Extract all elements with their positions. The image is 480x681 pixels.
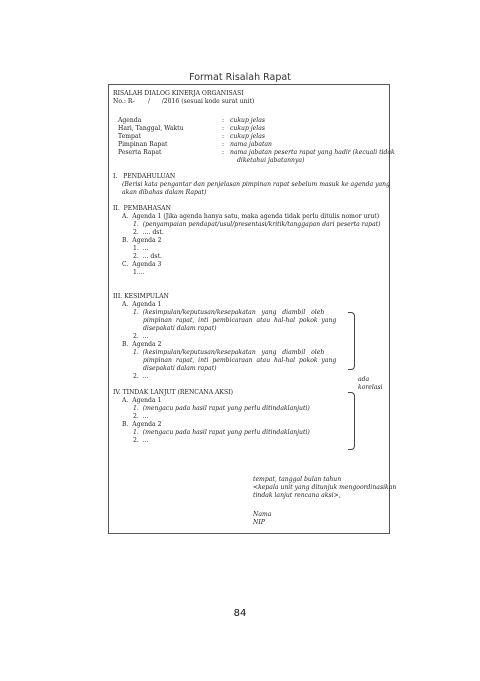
- section-intro-line2: akan dibahas dalam Rapat): [122, 189, 207, 196]
- correlation-note-line1: ada: [358, 376, 370, 383]
- conclusion-agenda-b: B. Agenda 2: [122, 341, 162, 348]
- info-value-participants-cont: diketahui jabatannya): [237, 157, 305, 164]
- signature-nip: NIP: [253, 519, 265, 526]
- correlation-brace-bottom: [348, 392, 355, 450]
- doc-title: RISALAH DIALOG KINERJA ORGANISASI: [113, 90, 244, 97]
- section-intro-line1: (Berisi kata pengantar dan penjelasan pimpinan rapat sebelum masuk ke agenda yang: [122, 181, 390, 188]
- info-sep-chair: :: [222, 141, 225, 148]
- discussion-agenda-b-item2: 2. ... dst.: [133, 253, 162, 260]
- discussion-agenda-b: B. Agenda 2: [122, 237, 162, 244]
- signature-role-line2: tindak lanjut rencana aksi>,: [253, 492, 341, 499]
- info-label-chair: Pimpinan Rapat: [118, 141, 168, 148]
- conclusion-agenda-a-item1-line2: pimpinan rapat, inti pembicaraan atau hal-hal pokok yang: [143, 317, 337, 324]
- conclusion-agenda-b-item1-line1: 1. (kesimpulan/keputusan/kesepakatan yang diambil oleh: [133, 349, 325, 356]
- discussion-agenda-a-item1: 1. (penyampaian pendapat/usul/presentasi/kritik/tanggapan dari peserta rapat): [133, 221, 381, 228]
- correlation-brace-top: [348, 312, 355, 370]
- page-number: 84: [233, 608, 247, 619]
- info-sep-participants: :: [222, 149, 225, 156]
- info-label-agenda: Agenda: [118, 117, 142, 124]
- info-value-agenda: cukup jelas: [230, 117, 265, 124]
- discussion-agenda-a: A. Agenda 1 (Jika agenda hanya satu, maka agenda tidak perlu ditulis nomor urut): [122, 213, 380, 220]
- followup-agenda-a-item2: 2. ...: [133, 413, 149, 420]
- signature-place-date: tempat, tanggal bulan tahun: [253, 476, 342, 483]
- conclusion-agenda-b-item1-line3: disepakati dalam rapat): [143, 365, 217, 372]
- info-value-place: cukup jelas: [230, 133, 265, 140]
- followup-agenda-b-item2: 2. ...: [133, 437, 149, 444]
- info-sep-agenda: :: [222, 117, 225, 124]
- discussion-agenda-a-item2: 2. .... dst.: [133, 229, 164, 236]
- signature-name: Nama: [253, 511, 272, 518]
- info-label-place: Tempat: [118, 133, 141, 140]
- info-value-datetime: cukup jelas: [230, 125, 265, 132]
- followup-agenda-b: B. Agenda 2: [122, 421, 162, 428]
- info-label-participants: Peserta Rapat: [118, 149, 162, 156]
- info-value-chair: nama jabatan: [230, 141, 272, 148]
- section-conclusion-heading: III. KESIMPULAN: [113, 293, 169, 300]
- discussion-agenda-c-item1: 1....: [133, 269, 145, 276]
- followup-agenda-b-item1: 1. (mengacu pada hasil rapat yang perlu ditindaklanjuti): [133, 429, 310, 436]
- info-sep-datetime: :: [222, 125, 225, 132]
- conclusion-agenda-a-item1-line3: disepakati dalam rapat): [143, 325, 217, 332]
- info-value-participants: nama jabatan peserta rapat yang hadir (kecuali tidak: [230, 149, 395, 156]
- format-title: Format Risalah Rapat: [189, 72, 291, 83]
- section-discussion-heading: II. PEMBAHASAN: [113, 205, 171, 212]
- conclusion-agenda-b-item2: 2. ...: [133, 373, 149, 380]
- info-sep-place: :: [222, 133, 225, 140]
- section-intro-heading: I. PENDAHULUAN: [113, 173, 176, 180]
- followup-agenda-a-item1: 1. (mengacu pada hasil rapat yang perlu ditindaklanjuti): [133, 405, 310, 412]
- conclusion-agenda-a: A. Agenda 1: [122, 301, 162, 308]
- doc-number: No.: R- / /2016 (sesuai kode surat unit): [113, 98, 255, 105]
- section-followup-heading: IV. TINDAK LANJUT (RENCANA AKSI): [113, 389, 233, 396]
- discussion-agenda-b-item1: 1. ...: [133, 245, 149, 252]
- correlation-note-line2: korelasi: [358, 384, 383, 391]
- conclusion-agenda-a-item1-line1: 1. (kesimpulan/keputusan/kesepakatan yang diambil oleh: [133, 309, 325, 316]
- conclusion-agenda-b-item1-line2: pimpinan rapat, inti pembicaraan atau hal-hal pokok yang: [143, 357, 337, 364]
- followup-agenda-a: A. Agenda 1: [122, 397, 162, 404]
- signature-role-line1: <kepala unit yang ditunjuk mengoordinasikan: [253, 484, 397, 491]
- conclusion-agenda-a-item2: 2. ...: [133, 333, 149, 340]
- discussion-agenda-c: C. Agenda 3: [122, 261, 162, 268]
- info-label-datetime: Hari, Tanggal, Waktu: [118, 125, 184, 132]
